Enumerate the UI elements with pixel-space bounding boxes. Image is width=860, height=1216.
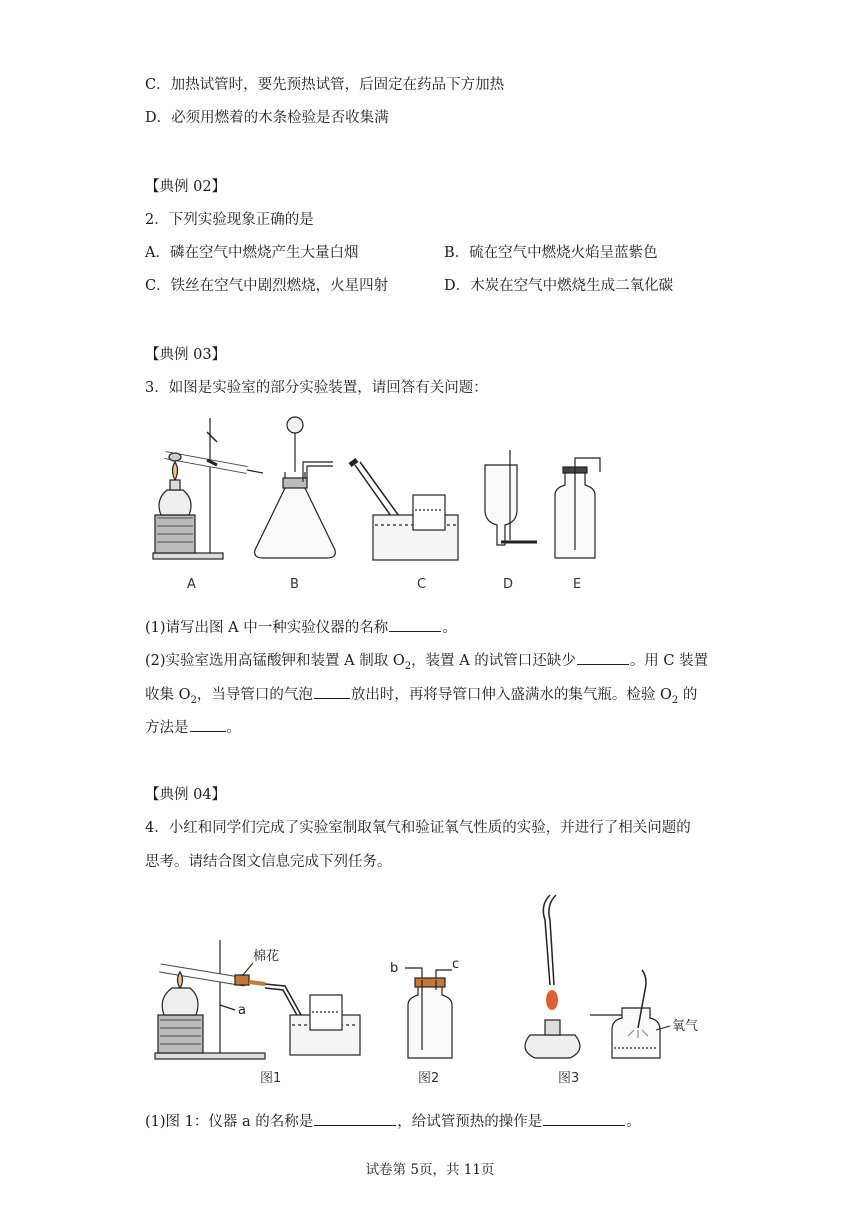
port-b-label: b bbox=[390, 961, 399, 976]
instrument-a-label: a bbox=[238, 1003, 246, 1018]
answer-blank[interactable] bbox=[190, 716, 226, 732]
q2-option-d: D．木炭在空气中燃烧生成二氧化碳 bbox=[444, 278, 674, 294]
answer-blank[interactable] bbox=[314, 1110, 396, 1126]
apparatus-c bbox=[350, 460, 458, 560]
apparatus-label-c: C bbox=[417, 577, 427, 592]
q3-sub2-p5: ，当导管口的气泡 bbox=[196, 687, 313, 703]
q2-example-tag: 【典例 02】 bbox=[145, 179, 227, 195]
q2-option-c: C．铁丝在空气中剧烈燃烧，火星四射 bbox=[145, 278, 389, 294]
q3-sub2-line3 bbox=[145, 716, 241, 738]
port-c-label: c bbox=[452, 957, 460, 972]
fig2-label: 图2 bbox=[418, 1071, 440, 1086]
q3-sub2-p9: 。 bbox=[226, 720, 241, 736]
q3-sub2-p2: ，装置 A 的试管口还缺少 bbox=[411, 653, 576, 669]
fig1-label: 图1 bbox=[260, 1071, 282, 1086]
apparatus-e bbox=[555, 458, 600, 558]
q2-option-b: B．硫在空气中燃烧火焰呈蓝紫色 bbox=[444, 245, 658, 261]
apparatus-label-e: E bbox=[573, 577, 582, 592]
q2-option-a: A．磷在空气中燃烧产生大量白烟 bbox=[145, 245, 359, 261]
q3-stem: 3．如图是实验室的部分实验装置，请回答有关问题： bbox=[145, 380, 488, 396]
q4-figures bbox=[150, 890, 710, 1090]
apparatus-label-a: A bbox=[187, 577, 196, 592]
q3-example-tag: 【典例 03】 bbox=[145, 347, 227, 363]
oxygen-label: 氧气 bbox=[672, 1019, 699, 1034]
q4-sub1-p3: 。 bbox=[626, 1114, 641, 1130]
q3-sub2-p8: 方法是 bbox=[145, 720, 189, 736]
q3-apparatus-figure bbox=[145, 410, 615, 595]
q4-stem-line2: 思考。请结合图文信息完成下列任务。 bbox=[145, 854, 392, 870]
cotton-label: 棉花 bbox=[253, 949, 280, 964]
figure-2 bbox=[405, 968, 452, 1058]
q3-sub2-line2 bbox=[145, 683, 697, 711]
answer-blank[interactable] bbox=[314, 683, 350, 699]
q4-stem-line1: 4．小红和同学们完成了实验室制取氧气和验证氧气性质的实验，并进行了相关问题的 bbox=[145, 820, 691, 836]
q2-stem: 2．下列实验现象正确的是 bbox=[145, 212, 314, 228]
answer-blank[interactable] bbox=[389, 616, 441, 632]
subscript: 2 bbox=[671, 694, 679, 706]
q3-sub2-line1 bbox=[145, 649, 708, 677]
q3-sub2-p4: 收集 O bbox=[145, 687, 191, 703]
apparatus-label-b: B bbox=[290, 577, 299, 592]
figure-3 bbox=[525, 895, 660, 1058]
subscript: 2 bbox=[190, 694, 197, 706]
apparatus-d bbox=[485, 450, 537, 545]
q3-sub1-text: (1)请写出图 A 中一种实验仪器的名称 bbox=[145, 620, 389, 636]
q3-sub2-p1: (2)实验室选用高锰酸钾和装置 A 制取 O bbox=[145, 653, 405, 669]
q1-option-d: D．必须用燃着的木条检验是否收集满 bbox=[145, 110, 389, 126]
page-footer: 试卷第 5页，共 11页 bbox=[365, 1162, 495, 1178]
subscript: 2 bbox=[404, 660, 412, 672]
q3-sub2-p3: 。用 C 装置 bbox=[629, 653, 709, 669]
answer-blank[interactable] bbox=[543, 1110, 625, 1126]
q4-sub1-p1: (1)图 1：仪器 a 的名称是 bbox=[145, 1114, 314, 1130]
q3-sub1-end: 。 bbox=[442, 620, 457, 636]
apparatus-a bbox=[153, 418, 263, 559]
q3-sub1 bbox=[145, 616, 457, 638]
q4-example-tag: 【典例 04】 bbox=[145, 787, 227, 803]
q3-sub2-p7: 的 bbox=[678, 687, 698, 703]
q1-option-c: C．加热试管时，要先预热试管，后固定在药品下方加热 bbox=[145, 77, 505, 93]
q4-sub1-p2: ，给试管预热的操作是 bbox=[397, 1114, 543, 1130]
answer-blank[interactable] bbox=[577, 649, 629, 665]
fig3-label: 图3 bbox=[558, 1071, 580, 1086]
q4-sub1 bbox=[145, 1110, 641, 1132]
apparatus-label-d: D bbox=[503, 577, 514, 592]
apparatus-b bbox=[255, 417, 336, 558]
q3-sub2-p6: 放出时，再将导管口伸入盛满水的集气瓶。检验 O bbox=[350, 687, 672, 703]
